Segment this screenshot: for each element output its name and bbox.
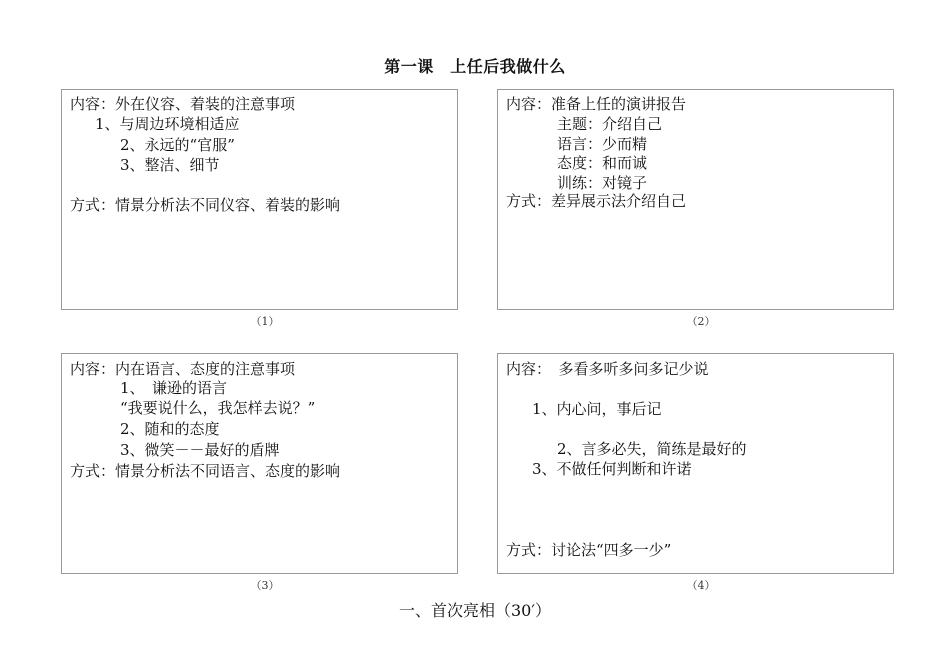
panel-2-line: 方式：差异展示法介绍自己: [506, 192, 687, 210]
panel-2-line: 主题：介绍自己: [557, 115, 663, 133]
panel-2-line: 内容：准备上任的演讲报告: [506, 95, 687, 113]
panel-1: [61, 89, 458, 310]
panel-4-line: 方式：讨论法“四多一少”: [506, 541, 672, 559]
panel-3-line: 方式：情景分析法不同语言、态度的影响: [70, 462, 341, 480]
panel-1-caption: （1）: [250, 315, 280, 328]
panel-3-line: “我要说什么，我怎样去说？”: [120, 399, 316, 417]
panel-2: [497, 89, 894, 310]
panel-3: [61, 353, 458, 574]
panel-4: [497, 353, 894, 574]
panel-3-line: 2、随和的态度: [120, 420, 220, 438]
lesson-title: 第一课 上任后我做什么: [384, 57, 566, 76]
panel-3-line: 3、微笑－－最好的盾牌: [120, 441, 280, 459]
panel-2-caption: （2）: [686, 315, 716, 328]
panel-1-line: 1、与周边环境相适应: [95, 115, 240, 133]
panel-1-line: 内容：外在仪容、着装的注意事项: [70, 95, 296, 113]
panel-3-line: 内容：内在语言、态度的注意事项: [70, 360, 296, 378]
panel-2-line: 语言：少而精: [557, 135, 648, 153]
panel-3-caption: （3）: [250, 579, 280, 592]
panel-1-line: 方式：情景分析法不同仪容、着装的影响: [70, 196, 341, 214]
panel-1-line: 2、永远的“官服”: [120, 136, 235, 154]
panel-4-line: 1、内心问，事后记: [532, 400, 662, 418]
panel-4-caption: （4）: [686, 579, 716, 592]
panel-2-line: 态度：和而诚: [557, 154, 648, 172]
panel-1-line: 3、整洁、细节: [120, 156, 220, 174]
section-heading: 一、首次亮相（30′）: [399, 601, 551, 620]
panel-2-line: 训练：对镜子: [557, 174, 648, 192]
panel-4-line: 内容： 多看多听多问多记少说: [506, 360, 709, 378]
panel-4-line: 2、言多必失，简练是最好的: [557, 440, 747, 458]
panel-4-line: 3、不做任何判断和许诺: [532, 460, 692, 478]
panel-3-line: 1、 谦逊的语言: [120, 379, 228, 397]
